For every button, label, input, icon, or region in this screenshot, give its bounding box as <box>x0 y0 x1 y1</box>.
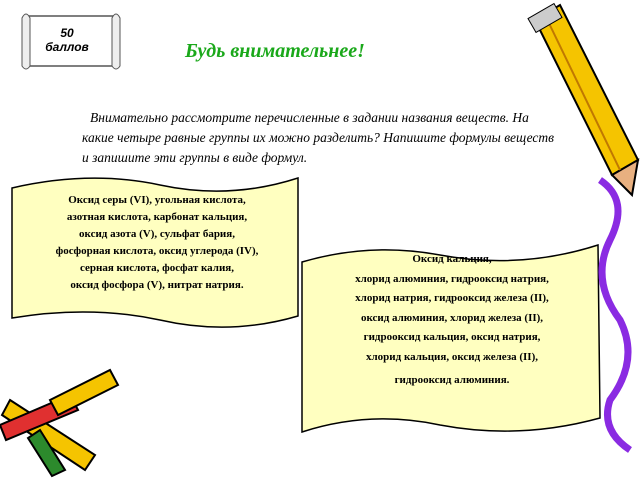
list-item: азотная кислота, карбонат кальция, <box>66 211 248 223</box>
points-value: 50 <box>60 26 74 40</box>
list-item: фосфорная кислота, оксид углерода (IV), <box>55 245 259 257</box>
page-title: Будь внимательнее! <box>185 40 365 62</box>
list-item: оксид алюминия, хлорид железа (II), <box>360 311 544 324</box>
list-item: оксид фосфора (V), нитрат натрия. <box>70 279 244 291</box>
task-text: Внимательно рассмотрите перечисленные в задании названия веществ. На какие четыре равные группы их можно разделить? Напишите формулы веществ и запишите эти группы в виде формул. <box>82 110 554 165</box>
list-item: хлорид натрия, гидрооксид железа (II), <box>355 292 549 304</box>
list-item: гидрооксид кальция, оксид натрия, <box>363 331 541 343</box>
list-item: оксид азота (V), сульфат бария, <box>79 228 235 240</box>
list-item: хлорид алюминия, гидрооксид натрия, <box>355 272 549 285</box>
list-item: хлорид кальция, оксид железа (II), <box>366 350 538 363</box>
crayons-icon <box>0 370 118 476</box>
list-item: Оксид серы (VI), угольная кислота, <box>68 194 246 206</box>
ribbon-decoration <box>600 180 630 450</box>
substances-list-1 <box>22 192 292 294</box>
list-item: серная кислота, фосфат калия, <box>80 262 234 274</box>
points-badge <box>22 26 112 54</box>
list-item: Оксид кальция, <box>412 253 492 265</box>
substances-list-2 <box>312 250 592 391</box>
points-label: баллов <box>45 40 89 54</box>
list-item: гидрооксид алюминия. <box>394 374 510 386</box>
